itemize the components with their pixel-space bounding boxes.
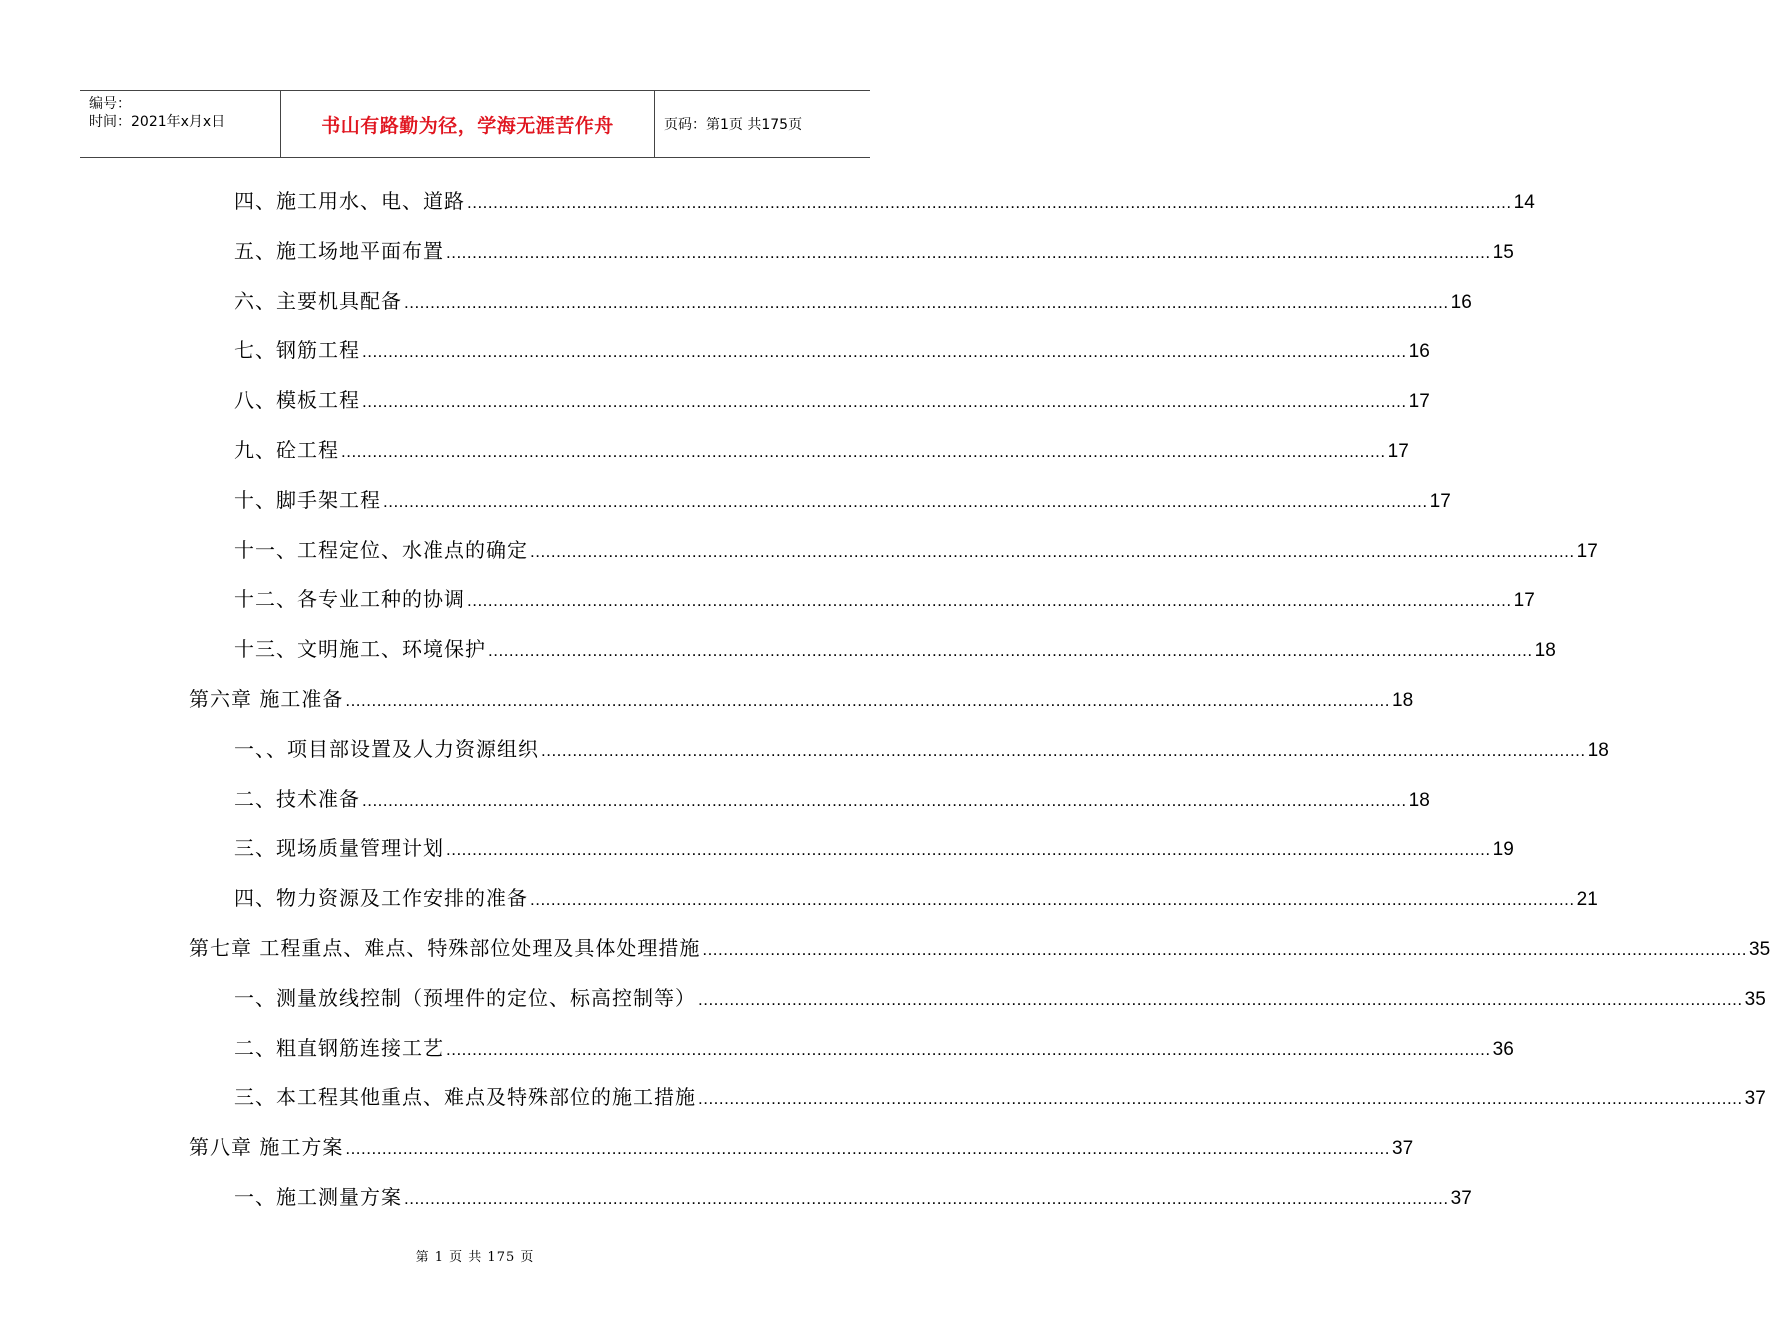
- toc-leader-dots: ........................................................................................................................................................................................................: [404, 1189, 1449, 1208]
- header-meta: [80, 91, 281, 157]
- toc-entry[interactable]: [189, 1132, 1414, 1162]
- toc-entry[interactable]: [234, 734, 1609, 764]
- toc-entry-page: 37: [1744, 1088, 1766, 1110]
- toc-entry[interactable]: [189, 933, 1770, 963]
- toc-entry-page: 17: [1429, 490, 1451, 512]
- toc-entry-title: 三、现场质量管理计划: [234, 836, 444, 861]
- toc-entry-page: 37: [1450, 1188, 1472, 1209]
- toc-leader-dots: ........................................................................................................................................................................................................: [541, 740, 1586, 760]
- toc-leader-dots: ........................................................................................................................................................................................................: [530, 890, 1575, 910]
- toc-entry-page: 18: [1534, 640, 1556, 662]
- toc-leader-dots: ........................................................................................................................................................................................................: [404, 292, 1449, 312]
- toc-entry-title: 八、模板工程: [234, 388, 360, 413]
- toc-leader-dots: ........................................................................................................................................................................................................: [446, 840, 1491, 860]
- toc-entry-title: 第八章 施工方案: [189, 1135, 344, 1160]
- toc-entry-title: 七、钢筋工程: [234, 338, 360, 363]
- page-header: [80, 90, 870, 158]
- toc-leader-dots: ........................................................................................................................................................................................................: [488, 641, 1533, 661]
- toc-entry-title: 二、技术准备: [234, 786, 360, 811]
- toc-leader-dots: ........................................................................................................................................................................................................: [446, 242, 1491, 262]
- toc-entry-title: 九、砼工程: [234, 438, 339, 462]
- toc-entry-page: 16: [1408, 341, 1430, 363]
- toc-leader-dots: ........................................................................................................................................................................................................: [345, 691, 1390, 710]
- number-label: 编号：: [89, 96, 131, 112]
- toc-entry-title: 三、本工程其他重点、难点及特殊部位的施工措施: [234, 1085, 696, 1110]
- toc-leader-dots: ........................................................................................................................................................................................................: [362, 790, 1407, 810]
- toc-entry-page: 37: [1392, 1138, 1414, 1160]
- toc-entry-title: 一、施工测量方案: [234, 1185, 402, 1209]
- toc-entry[interactable]: [234, 186, 1535, 216]
- toc-entry-title: 十三、文明施工、环境保护: [234, 637, 486, 662]
- toc-entry-title: 二、粗直钢筋连接工艺: [234, 1035, 444, 1060]
- toc-entry-title: 六、主要机具配备: [234, 288, 402, 313]
- toc-entry-page: 19: [1492, 839, 1514, 861]
- toc-entry-page: 18: [1408, 789, 1430, 811]
- toc-entry-page: 18: [1392, 690, 1414, 711]
- toc-entry[interactable]: [234, 833, 1514, 863]
- toc-entry-title: 一、、项目部设置及人力资源组织: [234, 736, 539, 761]
- toc-leader-dots: ........................................................................................................................................................................................................: [702, 940, 1747, 959]
- toc-entry[interactable]: [234, 1033, 1514, 1063]
- toc-entry-title: 第六章 施工准备: [189, 687, 344, 711]
- toc-entry-title: 四、物力资源及工作安排的准备: [234, 886, 528, 911]
- toc-entry-page: 17: [1387, 441, 1409, 462]
- toc-entry-title: 十一、工程定位、水准点的确定: [234, 537, 528, 562]
- toc-entry-page: 21: [1576, 889, 1598, 911]
- toc-entry-page: 35: [1749, 939, 1770, 960]
- toc-entry[interactable]: [234, 535, 1598, 565]
- toc-entry-page: 17: [1576, 540, 1598, 562]
- toc-entry-page: 15: [1492, 241, 1514, 263]
- toc-entry-page: 36: [1492, 1038, 1514, 1060]
- toc-entry[interactable]: [234, 286, 1472, 316]
- toc-entry-page: 14: [1513, 192, 1535, 213]
- toc-entry-title: 第七章 工程重点、难点、特殊部位处理及具体处理措施: [189, 936, 701, 960]
- toc-leader-dots: ........................................................................................................................................................................................................: [467, 591, 1512, 611]
- header-page-info: 页码：第1页 共175页: [664, 117, 803, 133]
- page-footer: 第 1 页 共 175 页: [415, 1250, 535, 1265]
- toc-entry-page: 16: [1450, 291, 1472, 313]
- toc-leader-dots: ........................................................................................................................................................................................................: [698, 989, 1743, 1009]
- toc-entry[interactable]: [189, 684, 1414, 714]
- toc-entry[interactable]: [234, 435, 1409, 465]
- toc-entry[interactable]: [234, 784, 1430, 814]
- toc-leader-dots: ........................................................................................................................................................................................................: [362, 342, 1407, 362]
- toc-entry-title: 十二、各专业工种的协调: [234, 587, 465, 612]
- toc-entry[interactable]: [234, 236, 1514, 266]
- toc-leader-dots: ........................................................................................................................................................................................................: [698, 1089, 1743, 1109]
- toc-leader-dots: ........................................................................................................................................................................................................: [362, 392, 1407, 412]
- time-label: 时间：2021年x月x日: [89, 114, 226, 130]
- toc-entry-page: 17: [1408, 391, 1430, 413]
- toc-entry-title: 五、施工场地平面布置: [234, 238, 444, 263]
- toc-entry-page: 35: [1744, 988, 1766, 1010]
- toc-entry[interactable]: [234, 485, 1451, 515]
- toc-entry[interactable]: [234, 584, 1535, 614]
- toc-leader-dots: ........................................................................................................................................................................................................: [341, 442, 1386, 461]
- toc-leader-dots: ........................................................................................................................................................................................................: [530, 541, 1575, 561]
- toc-entry-title: 一、测量放线控制（预埋件的定位、标高控制等）: [234, 985, 696, 1010]
- toc-entry[interactable]: [234, 385, 1430, 415]
- toc-leader-dots: ........................................................................................................................................................................................................: [446, 1039, 1491, 1059]
- toc-entry-title: 十、脚手架工程: [234, 487, 381, 512]
- toc-entry[interactable]: [234, 983, 1766, 1013]
- toc-entry-page: 17: [1513, 590, 1535, 612]
- toc-entry[interactable]: [234, 883, 1598, 913]
- toc-entry[interactable]: [234, 1182, 1472, 1212]
- toc-entry-title: 四、施工用水、电、道路: [234, 189, 465, 213]
- toc-entry[interactable]: [234, 634, 1556, 664]
- toc-leader-dots: ........................................................................................................................................................................................................: [467, 193, 1512, 212]
- header-motto: 书山有路勤为径，学海无涯苦作舟: [281, 91, 655, 157]
- toc-entry[interactable]: [234, 335, 1430, 365]
- toc-entry[interactable]: [234, 1082, 1766, 1112]
- toc-leader-dots: ........................................................................................................................................................................................................: [345, 1139, 1390, 1159]
- toc-entry-page: 18: [1587, 739, 1609, 761]
- toc-leader-dots: ........................................................................................................................................................................................................: [383, 491, 1428, 511]
